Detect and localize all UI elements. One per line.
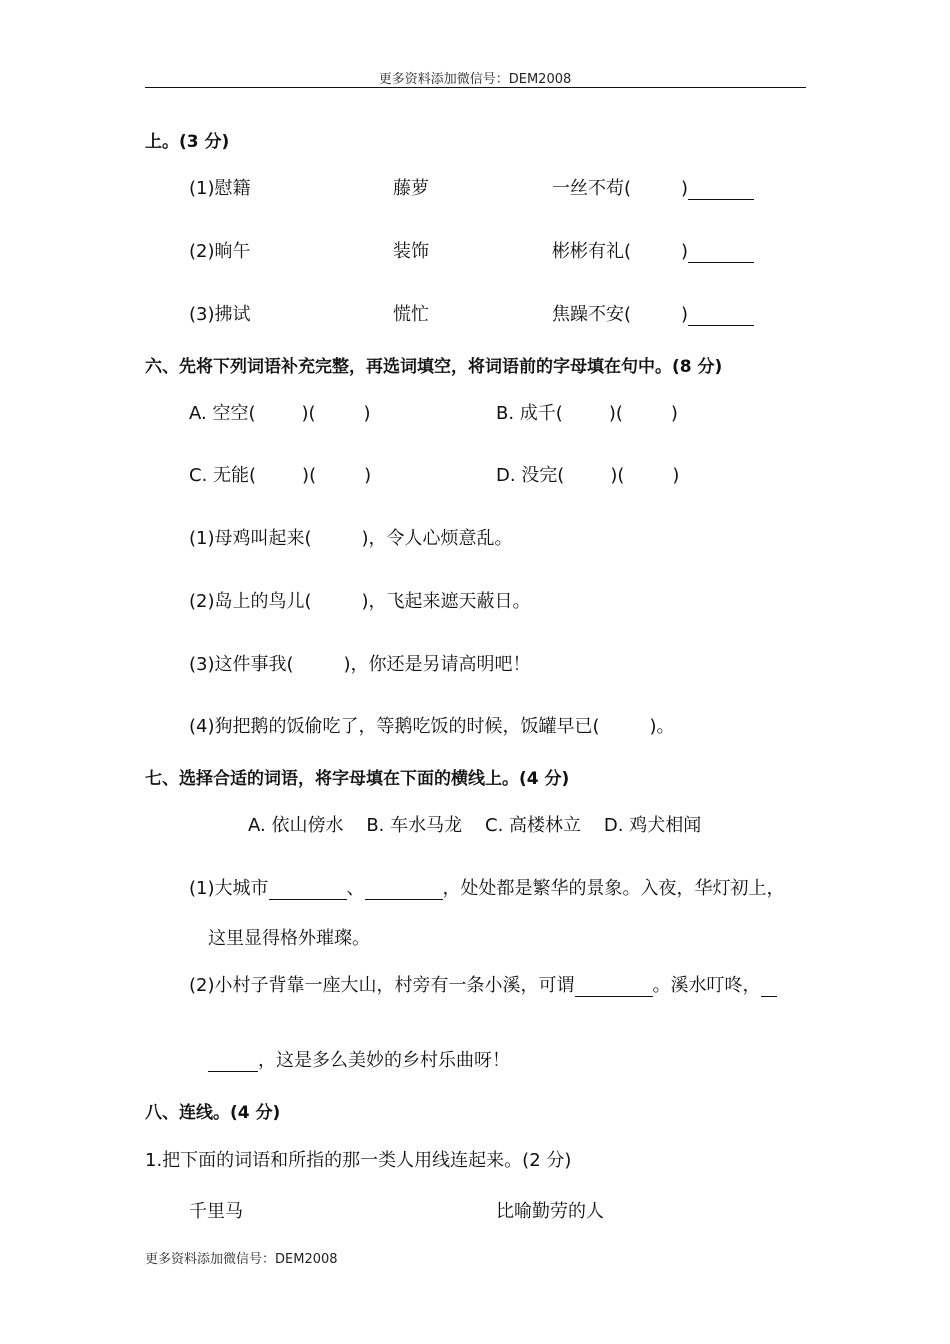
answer-blank[interactable] [269, 881, 347, 900]
s5-row1-word3: 一丝不苟( ) [552, 174, 754, 200]
section7-heading: 七、选择合适的词语，将字母填在下面的横线上。(4 分) [145, 769, 570, 789]
s7-question-2: (2)小村子背靠一座大山，村旁有一条小溪，可谓 。溪水叮咚， [189, 971, 777, 997]
s5-row2-word2: 装饰 [393, 241, 429, 262]
s5-row2-word1: (2)晌午 [189, 241, 251, 262]
answer-blank[interactable] [575, 978, 653, 997]
s7-question-2-cont: ，这是多么美妙的乡村乐曲呀！ [208, 1046, 510, 1072]
s7-question-1: (1)大城市 、 ，处处都是繁华的景象。入夜，华灯初上， [189, 878, 785, 899]
s8-question-1: 1.把下面的词语和所指的那一类人用线连起来。(2 分) [145, 1150, 572, 1171]
s5-row1-word2: 藤萝 [393, 178, 429, 199]
s5-row3-word2: 慌忙 [393, 304, 429, 325]
section8-heading: 八、连线。(4 分) [145, 1103, 281, 1123]
s7-choices: A. 依山傍水 B. 车水马龙 C. 高楼林立 D. 鸡犬相闻 [248, 815, 702, 836]
answer-blank[interactable] [365, 881, 443, 900]
answer-blank[interactable] [208, 1053, 258, 1072]
s6-sentence-4: (4)狗把鹅的饭偷吃了，等鹅吃饭的时候，饭罐早已( )。 [189, 716, 675, 737]
s8-right-item: 比喻勤劳的人 [496, 1201, 604, 1222]
s6-sentence-2: (2)岛上的鸟儿( )，飞起来遮天蔽日。 [189, 591, 531, 612]
page-footer-text: 更多资料添加微信号：DEM2008 [145, 1252, 338, 1267]
section6-heading: 六、先将下列词语补充完整，再选词填空，将词语前的字母填在句中。(8 分) [145, 357, 723, 377]
s5-row3-word1: (3)拂试 [189, 304, 251, 325]
s8-left-item: 千里马 [189, 1201, 243, 1222]
answer-blank[interactable] [688, 181, 754, 200]
s5-row3-word3: 焦躁不安( ) [552, 300, 754, 326]
s6-option-d: D. 没完( )( ) [496, 465, 680, 486]
s7-question-1-cont: 这里显得格外璀璨。 [208, 928, 370, 949]
answer-blank[interactable] [688, 244, 754, 263]
s6-sentence-3: (3)这件事我( )，你还是另请高明吧！ [189, 654, 531, 675]
page-header-text: 更多资料添加微信号：DEM2008 [378, 72, 572, 87]
s5-row2-word3: 彬彬有礼( ) [552, 237, 754, 263]
s6-option-b: B. 成千( )( ) [496, 403, 678, 424]
answer-blank[interactable] [688, 307, 754, 326]
s6-option-a: A. 空空( )( ) [189, 403, 371, 424]
s5-row1-word1: (1)慰籍 [189, 178, 251, 199]
section5-heading: 上。(3 分) [145, 132, 230, 152]
s6-option-c: C. 无能( )( ) [189, 465, 372, 486]
s6-sentence-1: (1)母鸡叫起来( )，令人心烦意乱。 [189, 528, 513, 549]
answer-blank[interactable] [761, 978, 777, 997]
header-divider [145, 87, 806, 88]
